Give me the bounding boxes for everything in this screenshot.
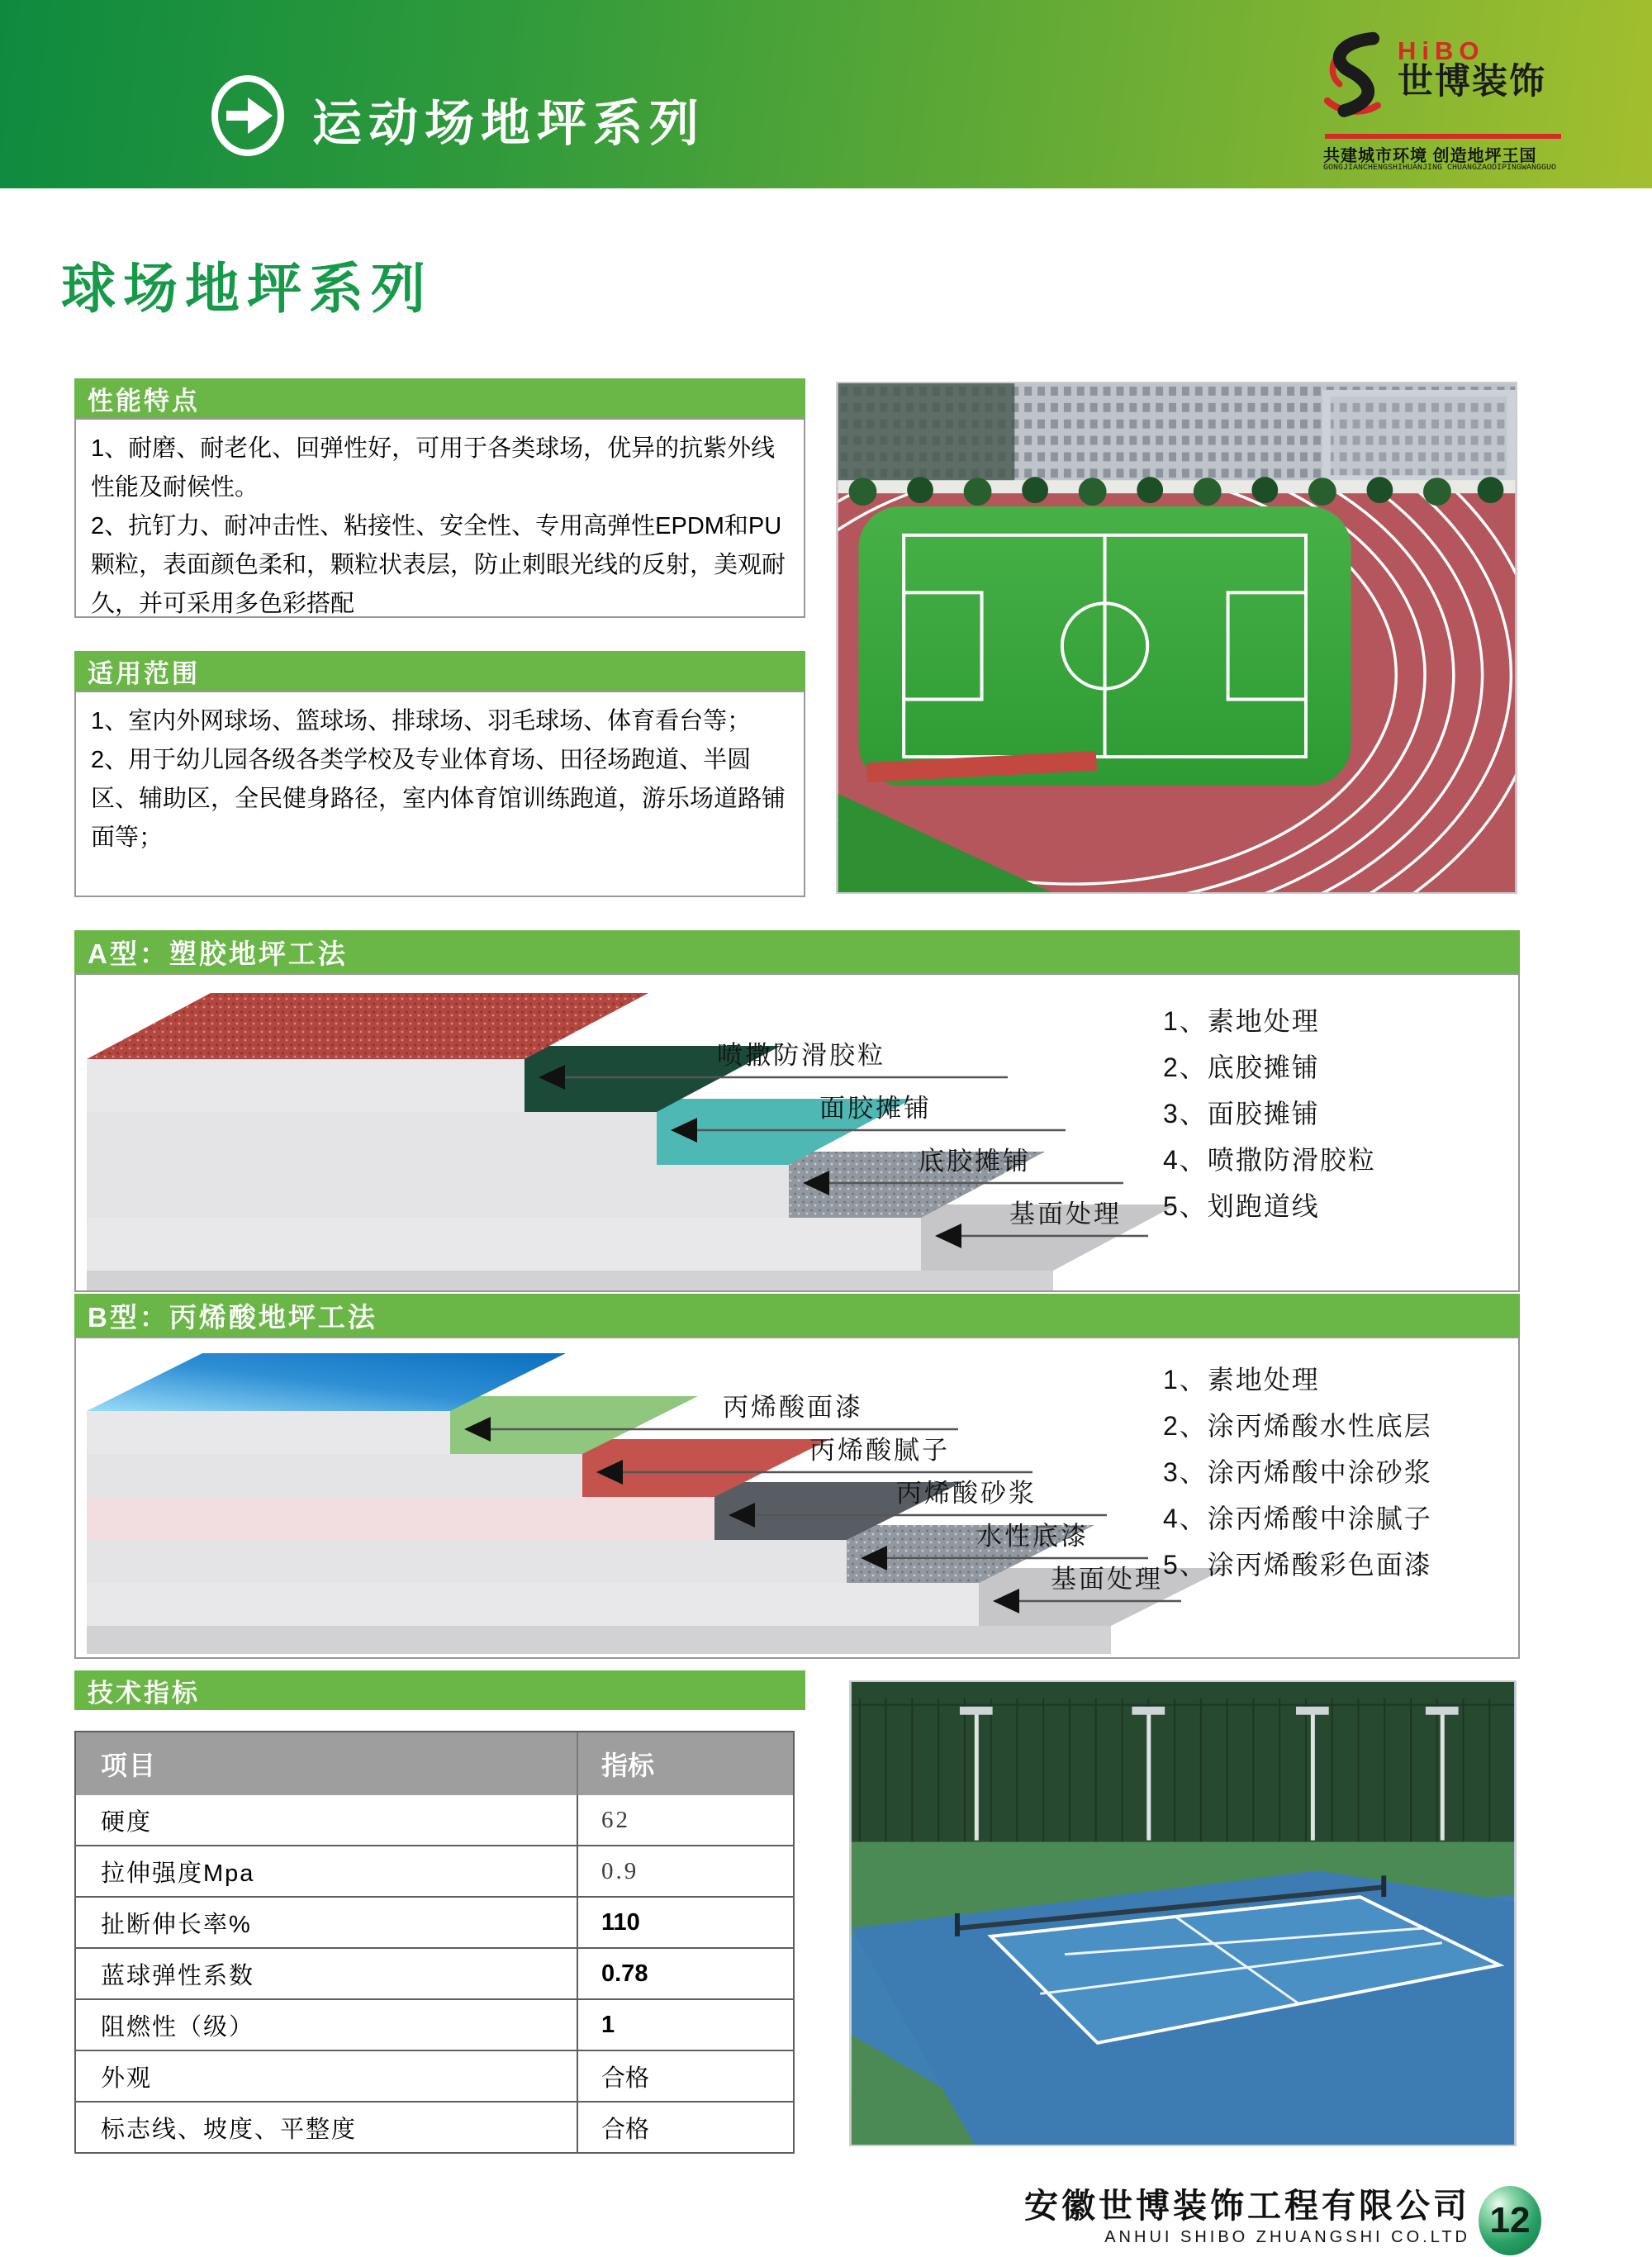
type-b-title: B型：丙烯酸地坪工法 (88, 1301, 377, 1333)
logo-tagline-romanized: GONGJIANCHENGSHIHUANJING CHUANGZAODIPINGWANGGUO (1323, 164, 1557, 173)
performance-box (74, 418, 805, 618)
layer-label: 丙烯酸面漆 (723, 1393, 863, 1422)
type-b-step: 5、涂丙烯酸彩色面漆 (1163, 1550, 1432, 1580)
layer-label: 丙烯酸砂浆 (896, 1479, 1037, 1508)
arrow-circle-icon (208, 74, 287, 157)
footer-company-en: ANHUI SHIBO ZHUANGSHI CO.LTD (1104, 2228, 1470, 2247)
track-photo (836, 382, 1517, 894)
scope-line-2: 2、用于幼儿园各级各类学校及专业体育场、田径场跑道、半圆区、辅助区，全民健身路径，室内体育馆训练跑道，游乐场道路铺面等； (91, 746, 786, 851)
logo-s-swoosh-icon (1318, 31, 1394, 124)
footer-company (975, 2188, 1470, 2247)
layer-label: 丙烯酸腻子 (809, 1436, 950, 1465)
performance-text (76, 420, 804, 634)
table-row (76, 1896, 793, 1947)
spec-value: 0.78 (577, 1949, 793, 1998)
footer-company-cn: 安徽世博装饰工程有限公司 (1024, 2187, 1470, 2225)
type-b-section-header (74, 1294, 1520, 1337)
logo-red-rule (1325, 134, 1561, 139)
spec-value: 合格 (577, 2051, 793, 2101)
performance-line-1: 1、耐磨、耐老化、回弹性好，可用于各类球场，优异的抗紫外线性能及耐候性。 (91, 435, 776, 501)
type-a-section-header (74, 930, 1520, 973)
type-a-step: 4、喷撒防滑胶粒 (1163, 1145, 1376, 1175)
layer-label: 基面处理 (1009, 1200, 1122, 1228)
performance-section-header (74, 378, 805, 418)
scope-section-header (74, 651, 805, 691)
page-number-badge: 12 (1479, 2186, 1541, 2255)
type-a-steps-list (1163, 998, 1376, 1229)
type-a-step: 5、划跑道线 (1163, 1191, 1320, 1221)
logo-tagline: 共建城市环境 创造地坪王国 (1323, 147, 1537, 165)
scope-box (74, 691, 805, 897)
scope-title: 适用范围 (88, 658, 200, 688)
type-b-diagram-svg (83, 1347, 1289, 1656)
logo-text-block (1398, 38, 1566, 101)
tennis-photo-illustration (851, 1682, 1515, 2145)
scope-text (76, 692, 804, 867)
performance-line-2: 2、抗钉力、耐冲击性、粘接性、安全性、专用高弹性EPDM和PU颗粒，表面颜色柔和，颗粒状表层，防止刺眼光线的反射，美观耐久，并可采用多色彩搭配 (91, 512, 786, 617)
spec-item: 扯断伸长率% (101, 1911, 252, 1938)
spec-value: 110 (577, 1898, 793, 1947)
header-series-title: 运动场地坪系列 (312, 96, 705, 151)
type-a-title: A型：塑胶地坪工法 (88, 938, 348, 969)
type-b-step: 2、涂丙烯酸水性底层 (1163, 1411, 1432, 1441)
table-row (76, 2101, 793, 2152)
type-a-diagram-svg (83, 985, 1289, 1292)
table-row (76, 1947, 793, 1998)
type-a-step: 2、底胶摊铺 (1163, 1052, 1320, 1082)
spec-value: 合格 (577, 2103, 793, 2152)
type-a-step: 1、素地处理 (1163, 1006, 1320, 1036)
specs-section-header (74, 1670, 805, 1710)
spec-value: 62 (577, 1795, 793, 1845)
table-row (76, 1845, 793, 1896)
specs-col-item: 项目 (101, 1751, 158, 1780)
type-b-steps-list (1163, 1357, 1432, 1588)
type-b-step: 3、涂丙烯酸中涂砂浆 (1163, 1457, 1432, 1487)
layer-label: 喷撒防滑胶粒 (717, 1041, 885, 1070)
table-row (76, 2050, 793, 2101)
spec-item: 标志线、坡度、平整度 (101, 2116, 358, 2143)
table-row (76, 1998, 793, 2050)
specs-col-value: 指标 (577, 1732, 793, 1795)
page-title: 球场地坪系列 (61, 258, 433, 319)
type-a-step: 3、面胶摊铺 (1163, 1099, 1320, 1128)
spec-value: 0.9 (577, 1846, 793, 1896)
logo-brand-cn: 世博装饰 (1398, 62, 1546, 102)
company-logo (1318, 31, 1566, 176)
page-header-band (0, 0, 1652, 188)
spec-item: 外观 (101, 2065, 153, 2092)
spec-item: 蓝球弹性系数 (101, 1962, 255, 1989)
layer-label: 底胶摊铺 (919, 1147, 1031, 1176)
layer-label: 水性底漆 (976, 1522, 1089, 1551)
specs-table (74, 1731, 795, 2154)
spec-value: 1 (577, 2000, 793, 2050)
track-photo-illustration (838, 383, 1516, 892)
spec-item: 拉伸强度Mpa (101, 1860, 255, 1887)
layer-label: 面胶摊铺 (819, 1094, 932, 1123)
tennis-photo (849, 1680, 1517, 2146)
scope-line-1: 1、室内外网球场、篮球场、排球场、羽毛球场、体育看台等； (91, 708, 752, 734)
logo-brand-en: HiBO (1398, 36, 1485, 65)
spec-item: 硬度 (101, 1808, 153, 1836)
type-b-step: 1、素地处理 (1163, 1365, 1320, 1395)
specs-title: 技术指标 (88, 1678, 200, 1708)
table-row (76, 1795, 793, 1845)
specs-table-header (76, 1732, 793, 1795)
layer-label: 基面处理 (1051, 1565, 1163, 1594)
spec-item: 阻燃性（级） (101, 2013, 255, 2041)
performance-title: 性能特点 (88, 386, 200, 416)
type-b-step: 4、涂丙烯酸中涂腻子 (1163, 1504, 1432, 1533)
